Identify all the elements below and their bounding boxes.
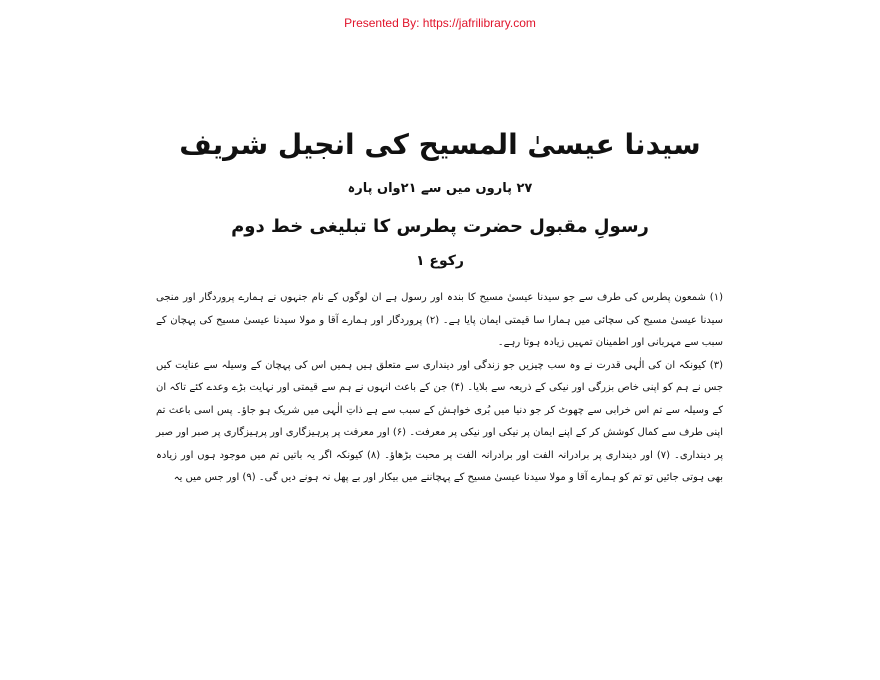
presented-by-link[interactable]: Presented By: https://jafrilibrary.com [344,16,536,30]
document-title: سیدنا عیسیٰ المسیح کی انجیل شریف [179,128,701,161]
paragraph-2: (۳) کیونکہ ان کی الٰہی قدرت نے وہ سب چیزیں جو زندگی اور دینداری سے متعلق ہیں ہمیں اس کی پہچان کے وسیلہ سے عنایت کیں جس نے ہم کو اپنی خاص بزرگی اور نیکی کے ذریعہ سے بلایا۔ (۴) جن کے باعث انہوں نے ہم سے قیمتی اور نہایت بڑے وعدے کئے تاکہ ان کے وسیلہ سے تم اس خرابی سے چھوٹ کر جو دنیا میں بُری خواہش کے سبب سے ہے ذاتِ الٰہی میں شریک ہو جاؤ۔ پس اسی باعث تم اپنی طرف سے کمال کوشش کر کے اپنے ایمان پر نیکی اور نیکی پر معرفت۔ (۶) اور معرفت پر پرہیزگاری اور پرہیزگاری پر صبر اور صبر پر دینداری۔ (۷) اور دینداری پر برادرانہ الفت اور برادرانہ الفت پر محبت بڑھاؤ۔ (۸) کیونکہ اگر یہ باتیں تم میں موجود ہوں اور زیادہ بھی ہوتی جائیں تو تم کو ہمارے آقا و مولا سیدنا عیسیٰ مسیح کے پہچاننے میں بیکار اور بے پھل نہ ہونے دیں گی۔ (۹) اور جس میں یہ [156,359,723,483]
epistle-title: رسولِ مقبول حضرت پطرس کا تبلیغی خط دوم [231,216,649,237]
body-text [156,287,723,490]
paragraph-1: (۱) شمعون پطرس کی طرف سے جو سیدنا عیسیٰ مسیح کا بندہ اور رسول ہے ان لوگوں کے نام جنہوں نے ہمارے پروردگار اور منجی سیدنا عیسیٰ مسیح کی سچائی میں ہمارا سا قیمتی ایمان پایا ہے۔ (۲) پروردگار اور ہمارے آقا و مولا سیدنا عیسیٰ مسیح کی پہچان کے سبب سے مہربانی اور اطمینان تمہیں زیادہ ہوتا رہے۔ [156,292,723,348]
document-subtitle: ۲۷ پاروں میں سے ۲۱واں پارہ [347,181,533,196]
ruku-heading: رکوع ۱ [416,253,464,269]
